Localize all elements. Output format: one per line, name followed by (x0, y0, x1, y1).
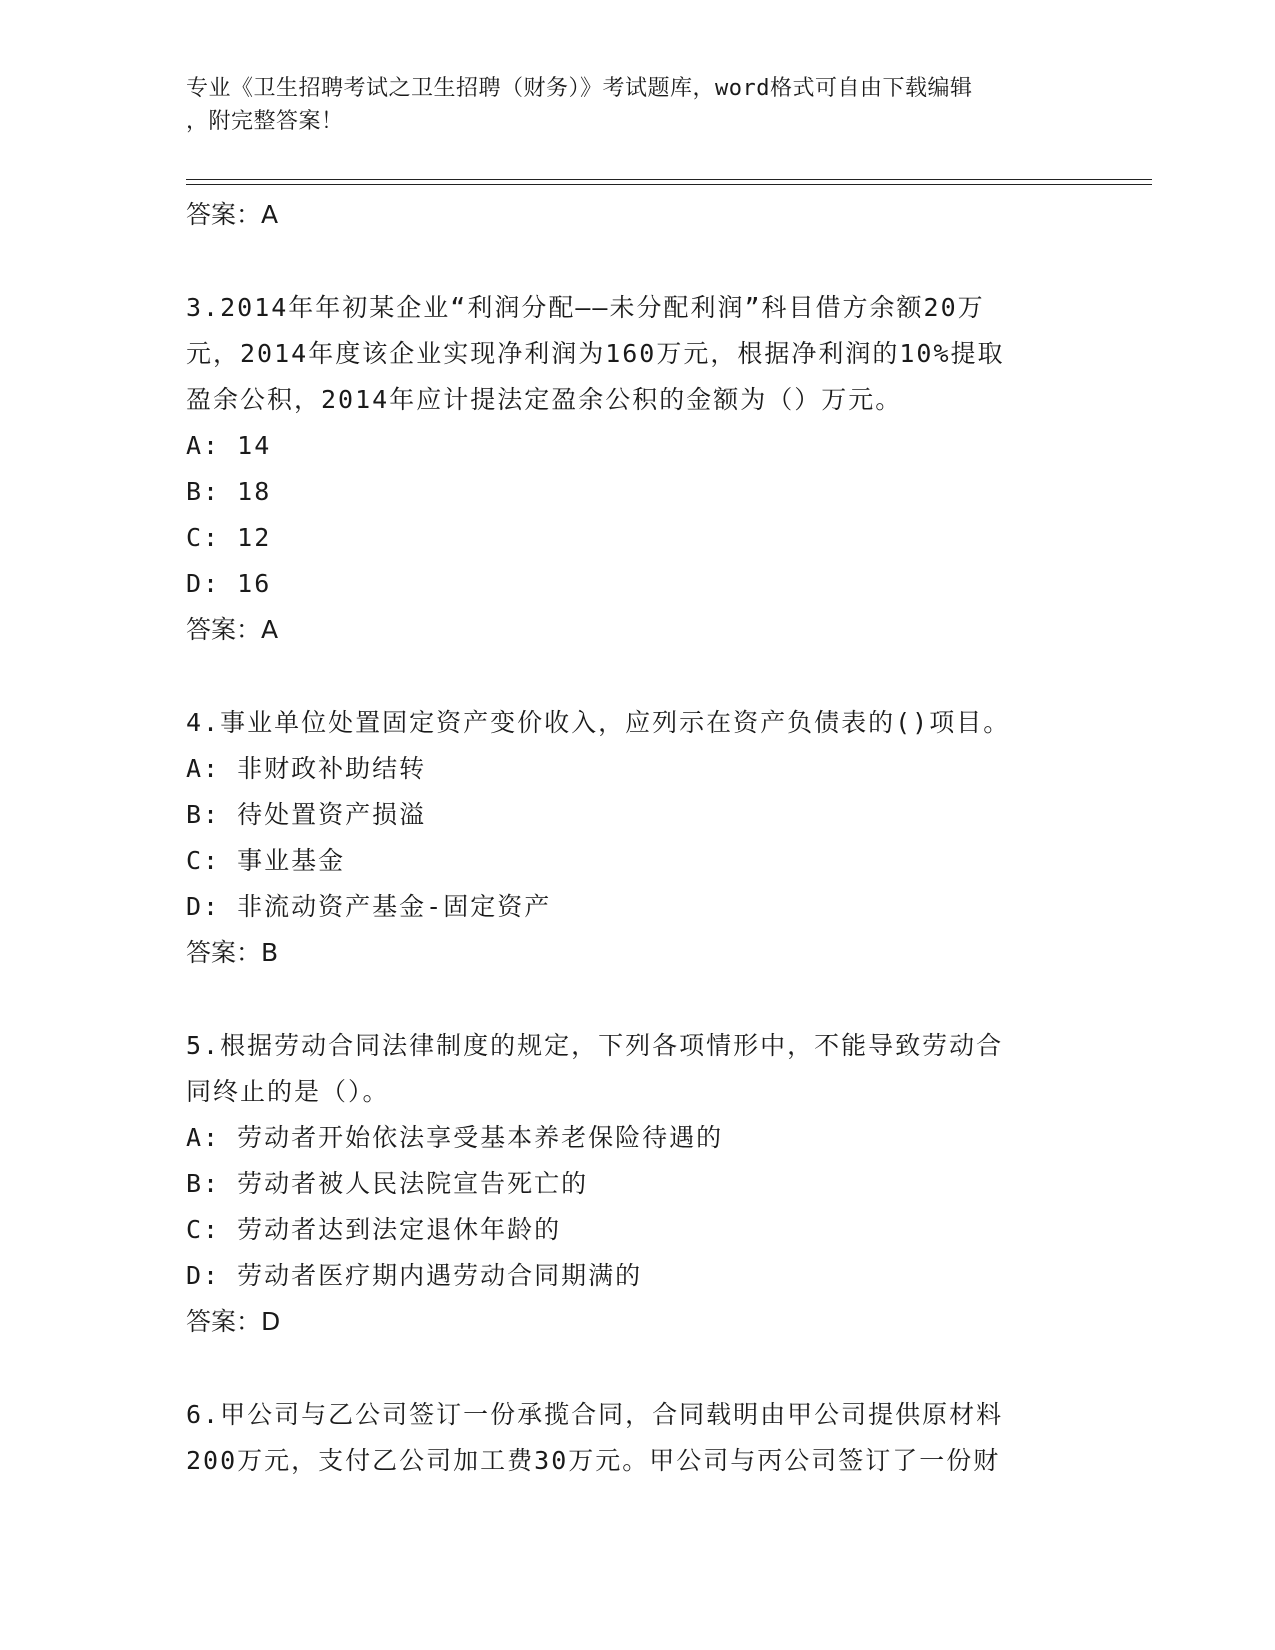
question-5 (186, 1023, 1086, 1345)
document-header (186, 72, 1086, 138)
spacer (186, 976, 1086, 1023)
option-c: C: 劳动者达到法定退休年龄的 (186, 1215, 562, 1244)
option-c: C: 事业基金 (186, 846, 346, 875)
question-stem-line: 元，2014年度该企业实现净利润为160万元，根据净利润的10%提取 (186, 339, 1005, 368)
option-b: B: 18 (186, 477, 272, 506)
answer-line: 答案：D (186, 1307, 281, 1336)
question-6 (186, 1392, 1086, 1484)
header-line-1: 专业《卫生招聘考试之卫生招聘（财务）》考试题库，word格式可自由下载编辑 (186, 76, 973, 101)
answer-line: 答案：A (186, 200, 279, 229)
option-d: D: 16 (186, 569, 272, 598)
option-a: A: 劳动者开始依法享受基本养老保险待遇的 (186, 1123, 724, 1152)
question-3 (186, 285, 1086, 653)
question-stem-line: 同终止的是（）。 (186, 1077, 390, 1106)
answer-line: 答案：B (186, 938, 279, 967)
option-a: A: 非财政补助结转 (186, 754, 427, 783)
option-b: B: 待处置资产损溢 (186, 800, 427, 829)
option-b: B: 劳动者被人民法院宣告死亡的 (186, 1169, 589, 1198)
option-c: C: 12 (186, 523, 272, 552)
spacer (186, 238, 1086, 285)
header-divider-top (186, 179, 1152, 180)
header-line-2: ，附完整答案！ (186, 109, 344, 134)
option-d: D: 劳动者医疗期内遇劳动合同期满的 (186, 1261, 643, 1290)
question-stem-line: 6.甲公司与乙公司签订一份承揽合同，合同载明由甲公司提供原材料 (186, 1400, 1004, 1429)
header-divider-bottom (186, 184, 1152, 185)
question-stem-line: 5.根据劳动合同法律制度的规定，下列各项情形中，不能导致劳动合 (186, 1031, 1004, 1060)
question-stem-line: 4.事业单位处置固定资产变价收入，应列示在资产负债表的()项目。 (186, 708, 1011, 737)
option-d: D: 非流动资产基金-固定资产 (186, 892, 552, 921)
question-stem-line: 3.2014年年初某企业“利润分配——未分配利润”科目借方余额20万 (186, 293, 985, 322)
question-stem-line: 盈余公积，2014年应计提法定盈余公积的金额为（）万元。 (186, 385, 903, 414)
question-4 (186, 700, 1086, 976)
answer-line: 答案：A (186, 615, 279, 644)
question-stem-line: 200万元，支付乙公司加工费30万元。甲公司与丙公司签订了一份财 (186, 1446, 1001, 1475)
spacer (186, 1345, 1086, 1392)
option-a: A: 14 (186, 431, 272, 460)
question-list (186, 192, 1086, 1484)
spacer (186, 653, 1086, 700)
